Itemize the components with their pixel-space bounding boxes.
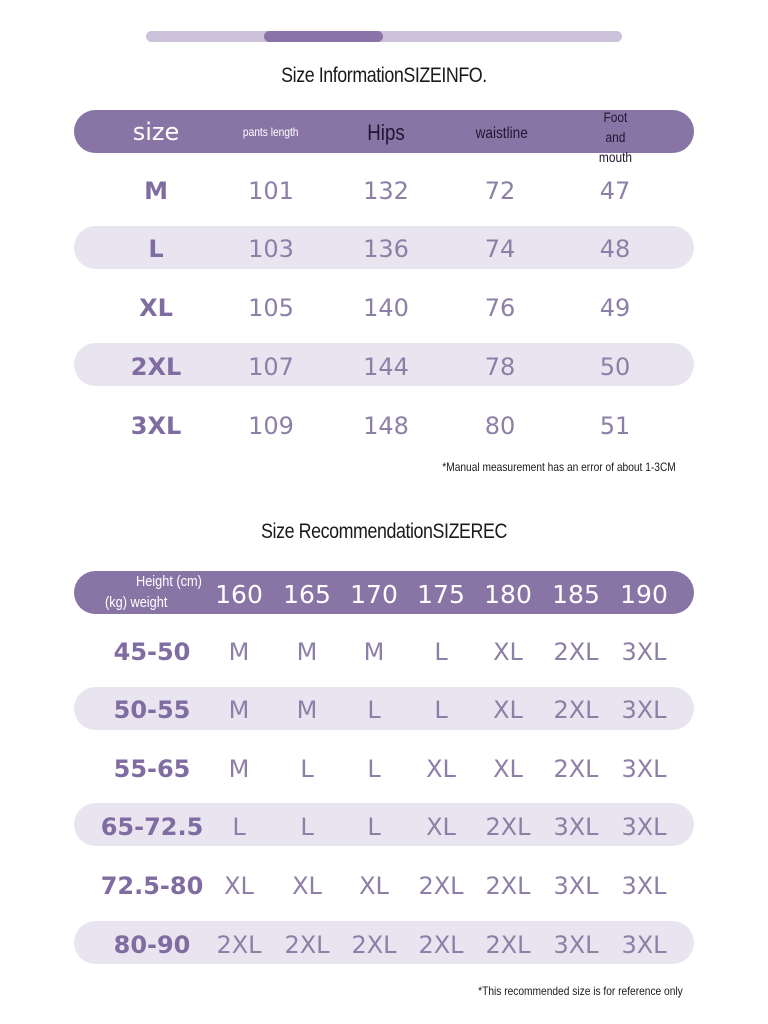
header-hips: Hips bbox=[367, 120, 405, 145]
recommended-size: 2XL bbox=[553, 755, 599, 783]
corner-height-label: Height (cm) bbox=[136, 573, 202, 590]
weight-range: 65-72.5 bbox=[100, 813, 204, 841]
recommended-size: XL bbox=[493, 696, 523, 724]
measurement-value: 107 bbox=[248, 353, 294, 381]
height-value: 175 bbox=[417, 580, 465, 609]
recommended-size: L bbox=[367, 755, 381, 783]
header-foot-and-mouth: Foot and mouth bbox=[598, 108, 632, 165]
size-info-title: Size InformationSIZEINFO. bbox=[281, 64, 487, 87]
measurement-value: 80 bbox=[484, 412, 516, 440]
header-waistline: waistline bbox=[475, 125, 529, 142]
recommended-size: 3XL bbox=[621, 696, 667, 724]
recommended-size: 2XL bbox=[485, 872, 531, 900]
measurement-value: 105 bbox=[248, 294, 294, 322]
size-label: XL bbox=[139, 294, 173, 322]
measurement-value: 49 bbox=[599, 294, 631, 322]
recommended-size: 3XL bbox=[621, 931, 667, 959]
recommended-size: L bbox=[300, 755, 314, 783]
recommended-size: XL bbox=[359, 872, 389, 900]
size-info-header-row bbox=[0, 108, 768, 165]
recommended-size: M bbox=[228, 696, 250, 724]
scroll-thumb[interactable] bbox=[264, 31, 383, 42]
recommended-size: XL bbox=[493, 755, 523, 783]
recommended-size: 2XL bbox=[418, 872, 464, 900]
size-label: M bbox=[144, 177, 168, 205]
measurement-value: 132 bbox=[363, 177, 409, 205]
recommended-size: 2XL bbox=[351, 931, 397, 959]
measurement-value: 103 bbox=[248, 235, 294, 263]
recommended-size: 3XL bbox=[621, 638, 667, 666]
recommended-size: L bbox=[367, 696, 381, 724]
weight-range: 50-55 bbox=[113, 696, 191, 724]
recommended-size: 3XL bbox=[621, 872, 667, 900]
measurement-value: 78 bbox=[484, 353, 516, 381]
recommended-size: M bbox=[296, 696, 318, 724]
measurement-value: 76 bbox=[484, 294, 516, 322]
height-value: 185 bbox=[552, 580, 600, 609]
recommended-size: M bbox=[228, 638, 250, 666]
size-label: 3XL bbox=[130, 412, 182, 440]
measurement-value: 101 bbox=[248, 177, 294, 205]
recommended-size: M bbox=[363, 638, 385, 666]
recommended-size: 3XL bbox=[553, 872, 599, 900]
size-rec-title: Size RecommendationSIZEREC bbox=[261, 520, 507, 543]
height-value: 160 bbox=[215, 580, 263, 609]
measurement-value: 47 bbox=[599, 177, 631, 205]
measurement-value: 136 bbox=[363, 235, 409, 263]
weight-range: 55-65 bbox=[113, 755, 191, 783]
recommended-size: XL bbox=[292, 872, 322, 900]
recommended-size: 2XL bbox=[553, 638, 599, 666]
size-label: 2XL bbox=[130, 353, 182, 381]
recommended-size: 2XL bbox=[485, 931, 531, 959]
recommended-size: 3XL bbox=[621, 813, 667, 841]
measurement-value: 148 bbox=[363, 412, 409, 440]
size-info-note: *Manual measurement has an error of about 1-3CM bbox=[442, 460, 676, 474]
height-value: 165 bbox=[283, 580, 331, 609]
measurement-value: 109 bbox=[248, 412, 294, 440]
measurement-value: 72 bbox=[484, 177, 516, 205]
recommended-size: M bbox=[228, 755, 250, 783]
recommended-size: 2XL bbox=[553, 696, 599, 724]
measurement-value: 140 bbox=[363, 294, 409, 322]
weight-range: 80-90 bbox=[113, 931, 191, 959]
corner-weight-label: (kg) weight bbox=[105, 594, 168, 611]
scroll-track[interactable] bbox=[146, 31, 622, 42]
recommended-size: 3XL bbox=[553, 931, 599, 959]
recommended-size: M bbox=[296, 638, 318, 666]
recommended-size: 2XL bbox=[485, 813, 531, 841]
recommended-size: L bbox=[434, 638, 448, 666]
recommended-size: L bbox=[367, 813, 381, 841]
height-value: 180 bbox=[484, 580, 532, 609]
height-value: 170 bbox=[350, 580, 398, 609]
recommended-size: XL bbox=[224, 872, 254, 900]
measurement-value: 74 bbox=[484, 235, 516, 263]
weight-range: 45-50 bbox=[113, 638, 191, 666]
measurement-value: 48 bbox=[599, 235, 631, 263]
header-size: size bbox=[132, 117, 180, 146]
recommended-size: 2XL bbox=[418, 931, 464, 959]
recommended-size: L bbox=[434, 696, 448, 724]
header-pants-length: pants length bbox=[243, 124, 299, 139]
measurement-value: 51 bbox=[599, 412, 631, 440]
recommended-size: XL bbox=[426, 755, 456, 783]
recommended-size: XL bbox=[426, 813, 456, 841]
recommended-size: 2XL bbox=[216, 931, 262, 959]
recommended-size: L bbox=[300, 813, 314, 841]
height-value: 190 bbox=[620, 580, 668, 609]
recommended-size: L bbox=[232, 813, 246, 841]
weight-range: 72.5-80 bbox=[100, 872, 204, 900]
size-label: L bbox=[148, 235, 164, 263]
recommended-size: 3XL bbox=[553, 813, 599, 841]
recommended-size: XL bbox=[493, 638, 523, 666]
recommended-size: 2XL bbox=[284, 931, 330, 959]
recommended-size: 3XL bbox=[621, 755, 667, 783]
measurement-value: 144 bbox=[363, 353, 409, 381]
size-rec-note: *This recommended size is for reference only bbox=[478, 984, 683, 998]
measurement-value: 50 bbox=[599, 353, 631, 381]
